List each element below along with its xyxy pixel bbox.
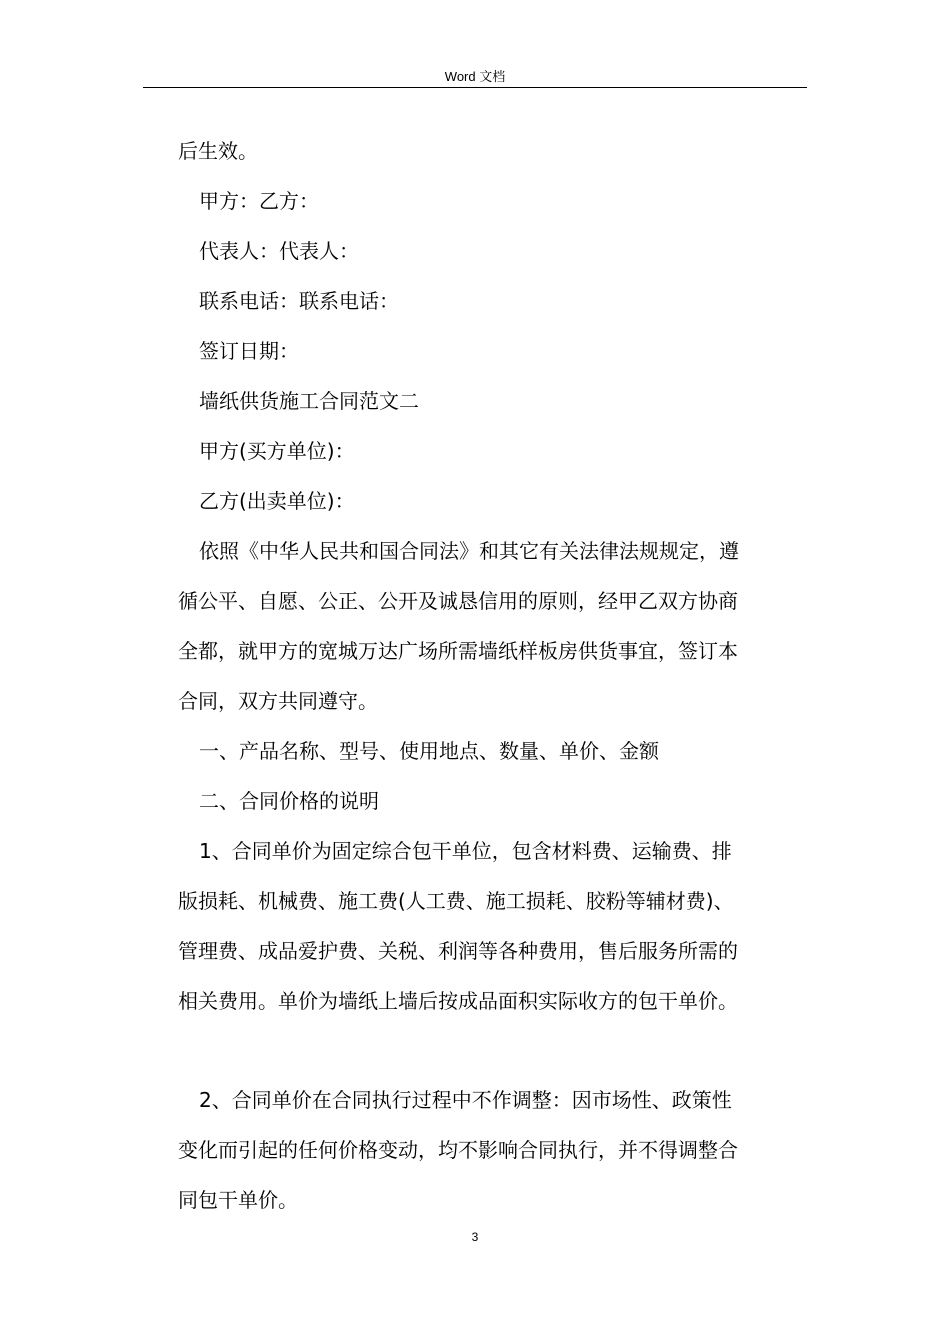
signing-date-line: 签订日期： [199,339,299,363]
paragraph-line: 1、合同单价为固定综合包干单位，包含材料费、运输费、排 [199,839,732,863]
paragraph-line: 2、合同单价在合同执行过程中不作调整：因市场性、政策性 [199,1088,732,1112]
paragraph-line: 版损耗、机械费、施工费(人工费、施工损耗、胶粉等辅材费)、 [178,889,734,913]
party-line: 甲方：乙方： [199,189,319,213]
seller-line: 乙方(出卖单位)： [199,489,355,513]
page-number: 3 [471,1230,479,1244]
representative-line: 代表人：代表人： [199,239,359,263]
paragraph-line: 变化而引起的任何价格变动，均不影响合同执行，并不得调整合 [178,1138,738,1162]
buyer-line: 甲方(买方单位)： [199,439,355,463]
paragraph-line: 循公平、自愿、公正、公开及诚恳信用的原则，经甲乙双方协商 [178,589,738,613]
clause-heading: 二、合同价格的说明 [199,789,379,813]
paragraph-line: 同包干单价。 [178,1188,298,1212]
paragraph-line: 后生效。 [178,139,258,163]
paragraph-line: 全都，就甲方的宽城万达广场所需墙纸样板房供货事宜，签订本 [178,639,738,663]
paragraph-line: 合同，双方共同遵守。 [178,689,378,713]
page-header: Word 文档 [444,69,506,84]
paragraph-line: 管理费、成品爱护费、关税、利润等各种费用，售后服务所需的 [178,939,738,963]
section-title: 墙纸供货施工合同范文二 [199,389,419,413]
paragraph-gap [178,1026,803,1075]
paragraph-line: 相关费用。单价为墙纸上墙后按成品面积实际收方的包干单价。 [178,989,738,1013]
phone-line: 联系电话：联系电话： [199,289,399,313]
clause-heading: 一、产品名称、型号、使用地点、数量、单价、金额 [199,739,659,763]
paragraph-line: 依照《中华人民共和国合同法》和其它有关法律法规规定，遵 [199,539,739,563]
header-rule [143,87,807,88]
document-body [178,126,803,1225]
